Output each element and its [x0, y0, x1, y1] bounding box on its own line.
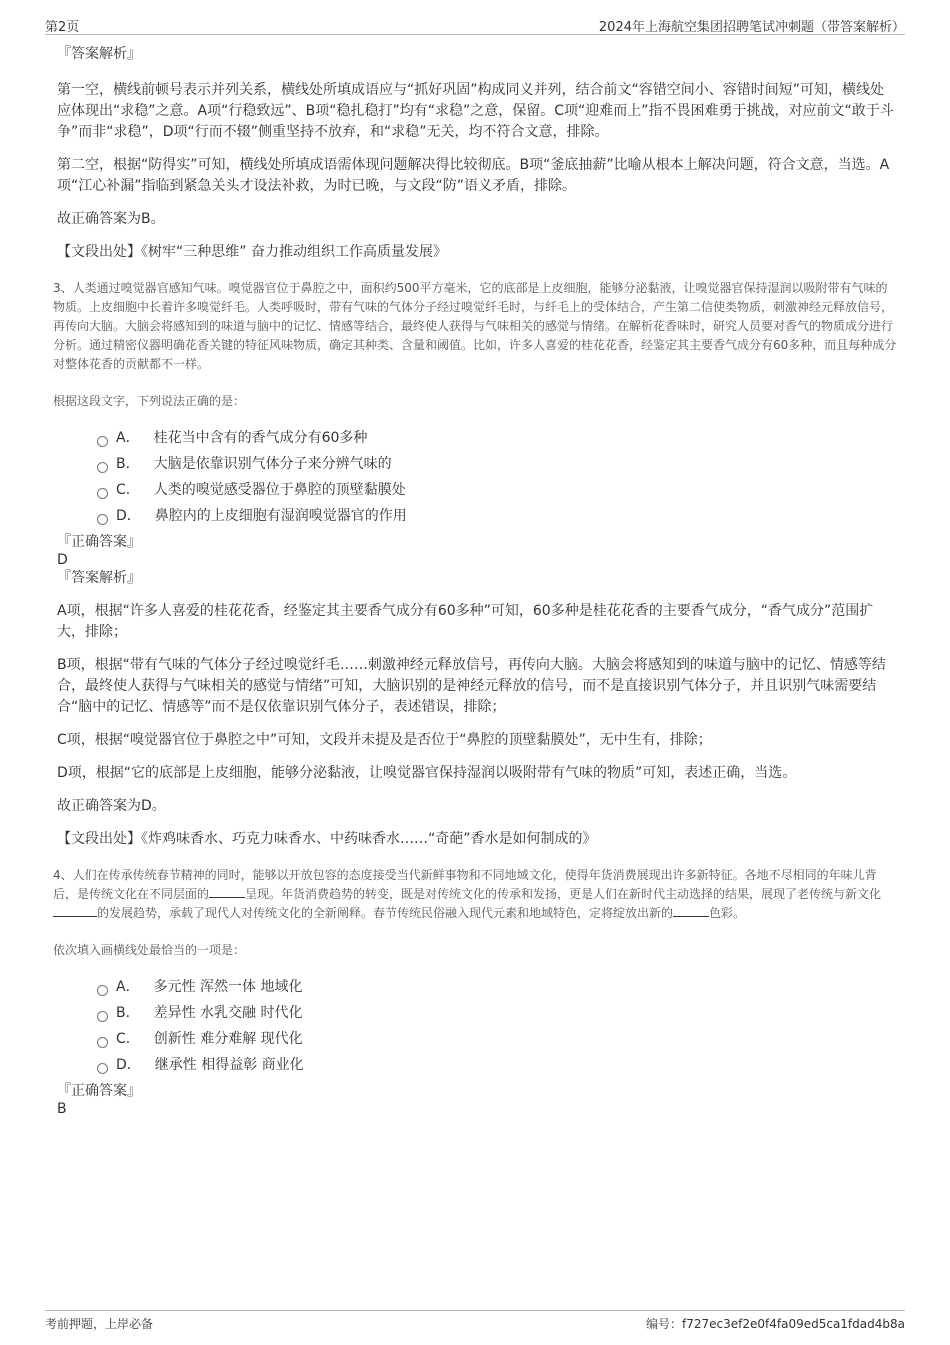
page-header — [45, 14, 905, 35]
radio-icon[interactable] — [97, 514, 108, 525]
analysis-label: 『答案解析』 — [57, 46, 141, 62]
analysis-paragraph: B项，根据“带有气味的气体分子经过嗅觉纤毛……刺激神经元释放信号，再传向大脑。大脑会将感知到的味道与脑中的记忆、情感等结合，最终使人获得与气味相关的感觉与情绪”可知，大脑识别的是神经元释放的信号，而不是直接识别气体分子，并且识别气味需要结合“脑中的记忆、情感等”而不是仅依靠识别气体分子，表述错误，排除； — [57, 657, 886, 715]
radio-icon[interactable] — [97, 985, 108, 996]
analysis-paragraph: 第一空，横线前顿号表示并列关系，横线处所填成语应与“抓好巩固”构成同义并列，结合前文“容错空间小、容错时间短”可知，横线处应体现出“求稳”之意。A项“行稳致远”、B项“稳扎稳打”均有“求稳”之意，保留。C项“迎难而上”指不畏困难勇于挑战，对应前文“敢于斗争”而非“求稳”，D项“行而不辍”侧重坚持不放弃，和“求稳”无关，均不符合文意，排除。 — [57, 82, 894, 140]
radio-icon[interactable] — [97, 488, 108, 499]
document-id: 编号：f727ec3ef2e0f4fa09ed5ca1fdad4b8a — [646, 1317, 905, 1331]
question-prompt: 根据这段文字，下列说法正确的是： — [53, 394, 246, 408]
question-prompt: 依次填入画横线处最恰当的一项是： — [53, 943, 246, 957]
option-a[interactable]: A． 桂花当中含有的香气成分有60多种 — [97, 425, 897, 451]
answer-value: D — [57, 552, 68, 568]
radio-icon[interactable] — [97, 1063, 108, 1074]
radio-icon[interactable] — [97, 462, 108, 473]
option-b[interactable]: B． 差异性 水乳交融 时代化 — [97, 1000, 897, 1026]
option-list — [97, 974, 897, 1078]
option-b[interactable]: B． 大脑是依靠识别气体分子来分辨气味的 — [97, 451, 897, 477]
option-list — [97, 425, 897, 529]
fill-blank — [673, 904, 709, 917]
radio-icon[interactable] — [97, 1011, 108, 1022]
answer-value: B — [57, 1101, 67, 1117]
fill-blank — [53, 904, 97, 917]
conclusion: 故正确答案为B。 — [57, 211, 165, 227]
option-d[interactable]: D． 继承性 相得益彰 商业化 — [97, 1052, 897, 1078]
analysis-paragraph: D项，根据“它的底部是上皮细胞，能够分泌黏液，让嗅觉器官保持湿润以吸附带有气味的物质”可知，表述正确，当选。 — [57, 765, 797, 781]
analysis-paragraph: A项，根据“许多人喜爱的桂花花香，经鉴定其主要香气成分有60多种”可知，60多种是桂花花香的主要香气成分，“香气成分”范围扩大，排除； — [57, 603, 874, 640]
page-footer — [45, 1310, 905, 1331]
option-c[interactable]: C． 人类的嗅觉感受器位于鼻腔的顶壁黏膜处 — [97, 477, 897, 503]
option-c[interactable]: C． 创新性 难分难解 现代化 — [97, 1026, 897, 1052]
conclusion: 故正确答案为D。 — [57, 798, 166, 814]
page-content — [53, 44, 897, 1118]
fill-blank — [209, 885, 245, 898]
question-stem: 4、人们在传承传统春节精神的同时，能够以开放包容的态度接受当代新鲜事物和不同地域文化，使得年货消费展现出许多新特征。各地不尽相同的年味儿背后，是传统文化在不同层面的 呈现。年货消费趋势的转变，既是对传统文化的传承和发扬，更是人们在新时代主动选择的结果，展现了老传统与新文化的发展趋势，承载了现代人对传统文化的全新阐释。春节传统民俗融入现代元素和地域特色，定将绽放出新的 色彩。 — [53, 868, 882, 920]
footer-slogan: 考前押题，上岸必备 — [45, 1317, 154, 1331]
radio-icon[interactable] — [97, 436, 108, 447]
analysis-label: 『答案解析』 — [57, 570, 141, 586]
answer-label: 『正确答案』 — [57, 1083, 141, 1099]
option-a[interactable]: A． 多元性 浑然一体 地域化 — [97, 974, 897, 1000]
analysis-paragraph: 第二空，根据“防得实”可知，横线处所填成语需体现问题解决得比较彻底。B项“釜底抽薪”比喻从根本上解决问题，符合文意，当选。A项“江心补漏”指临到紧急关头才设法补救，为时已晚，与文段“防”语义矛盾，排除。 — [57, 157, 890, 194]
question-stem: 3、人类通过嗅觉器官感知气味。嗅觉器官位于鼻腔之中，面积约500平方毫米，它的底部是上皮细胞，能够分泌黏液，让嗅觉器官保持湿润以吸附带有气味的物质。上皮细胞中长着许多嗅觉纤毛。人类呼吸时，带有气味的气体分子经过嗅觉纤毛时，与纤毛上的受体结合，产生第二信使类物质，刺激神经元释放信号，再传向大脑。大脑会将感知到的味道与脑中的记忆、情感等结合，最终使人获得与气味相关的感觉与情绪。在解析花香味时，研究人员要对香气的物质成分进行分析。通过精密仪器明确花香关键的特征风味物质，确定其种类、含量和阈值。比如，许多人喜爱的桂花花香，经鉴定其主要香气成分有60多种，而且每种成分对整体花香的贡献都不一样。 — [53, 281, 897, 371]
radio-icon[interactable] — [97, 1037, 108, 1048]
source-citation: 【文段出处】《炸鸡味香水、巧克力味香水、中药味香水……“奇葩”香水是如何制成的》 — [57, 831, 597, 847]
page-number: 第2页 — [45, 20, 80, 35]
analysis-paragraph: C项，根据“嗅觉器官位于鼻腔之中”可知，文段并未提及是否位于“鼻腔的顶壁黏膜处”，无中生有，排除； — [57, 732, 712, 748]
source-citation: 【文段出处】《树牢“三种思维” 奋力推动组织工作高质量发展》 — [57, 244, 447, 260]
document-title: 2024年上海航空集团招聘笔试冲刺题（带答案解析） — [598, 20, 905, 35]
answer-label: 『正确答案』 — [57, 534, 141, 550]
option-d[interactable]: D． 鼻腔内的上皮细胞有湿润嗅觉器官的作用 — [97, 503, 897, 529]
